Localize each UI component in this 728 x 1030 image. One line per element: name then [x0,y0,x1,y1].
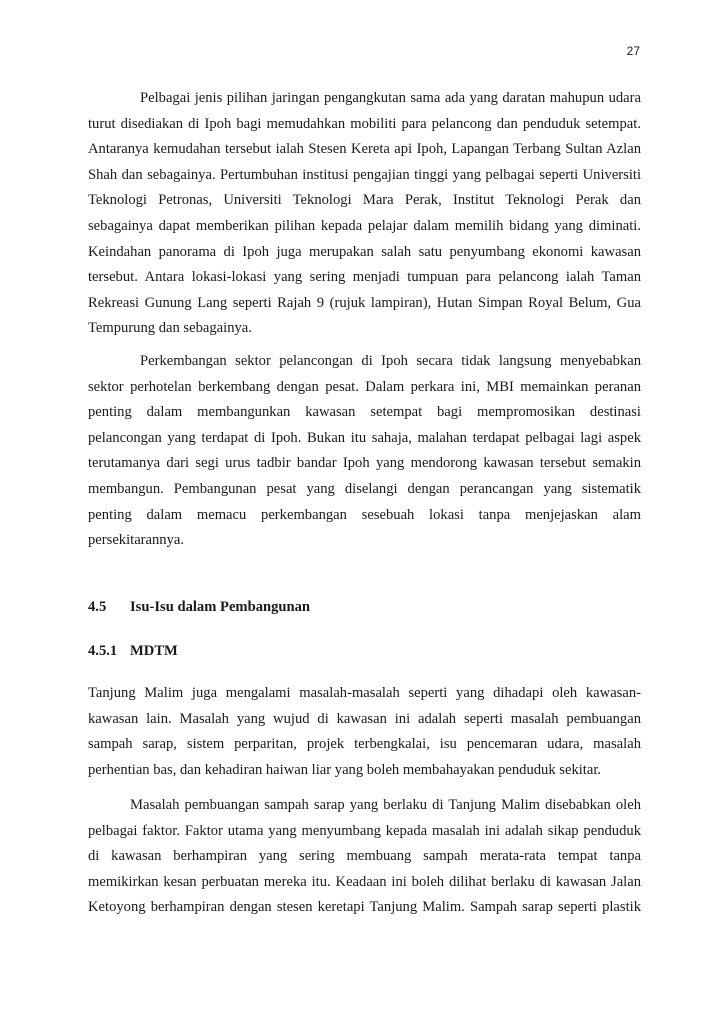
paragraph-line: membangun. Pembangunan pesat yang diselangi dengan perancangan yang sistematik [88,480,641,497]
section-title: Isu-Isu dalam Pembangunan [130,599,311,615]
paragraph-line: Teknologi Petronas, Universiti Teknologi Mara Perak, Institut Teknologi Perak dan [88,192,641,209]
paragraph-line: pelancongan yang terdapat di Ipoh. Bukan itu sahaja, malahan terdapat pelbagai lagi aspek [88,429,641,446]
paragraph-line: tersebut. Antara lokasi-lokasi yang sering menjadi tumpuan para pelancong ialah Taman [88,269,641,286]
paragraph-line: Rekreasi Gunung Lang seperti Rajah 9 (rujuk lampiran), Hutan Simpan Royal Belum, Gua [88,294,641,311]
paragraph-line: persekitarannya. [88,532,185,549]
section-number: 4.5 [88,599,107,615]
paragraph-1 [88,86,641,342]
paragraph-line: penting dalam memacu perkembangan sesebuah lokasi tanpa menjejaskan alam [88,506,641,523]
paragraph-line: Masalah pembuangan sampah sarap yang berlaku di Tanjung Malim disebabkan oleh [130,797,641,813]
subsection-heading [88,643,178,660]
page-number: 27 [626,44,640,58]
paragraph-line: Antaranya kemudahan tersebut ialah Stesen Kereta api Ipoh, Lapangan Terbang Sultan Azlan [88,141,641,158]
paragraph-line: memikirkan kesan perbuatan mereka itu. Keadaan ini boleh dilihat berlaku di kawasan Jalan [88,873,641,890]
paragraph-line: turut disediakan di Ipoh bagi memudahkan mobiliti para pelancong dan penduduk setempat. [88,115,641,132]
paragraph-line: Tempurung dan sebagainya. [88,320,252,337]
paragraph-line: di kawasan berhampiran yang sering membuang sampah merata-rata tempat tanpa [88,848,641,865]
paragraph-line: sampah sarap, sistem perparitan, projek terbengkalai, isu pencemaran udara, masalah [88,736,641,753]
subsection-number: 4.5.1 [88,643,118,659]
paragraph-2 [88,349,641,554]
paragraph-line: penting dalam membangunkan kawasan setempat bagi mempromosikan destinasi [88,404,641,421]
paragraph-line: Tanjung Malim juga mengalami masalah-masalah seperti yang dihadapi oleh kawasan- [88,685,641,701]
paragraph-line: Shah dan sebagainya. Pertumbuhan institusi pengajian tinggi yang pelbagai seperti Universiti [88,166,641,183]
paragraph-4 [88,793,641,921]
subsection-title: MDTM [130,643,178,659]
section-heading [88,599,310,616]
paragraph-line: terutamanya dari segi urus tadbir bandar Ipoh yang mendorong kawasan tersebut semakin [88,455,641,472]
paragraph-line: perhentian bas, dan kehadiran haiwan liar yang boleh membahayakan penduduk sekitar. [88,761,602,778]
paragraph-line: Pelbagai jenis pilihan jaringan pengangkutan sama ada yang daratan mahupun udara [140,90,641,106]
paragraph-line: Ketoyong berhampiran dengan stesen keretapi Tanjung Malim. Sampah sarap seperti plastik [88,899,641,916]
paragraph-line: Perkembangan sektor pelancongan di Ipoh secara tidak langsung menyebabkan [140,353,641,369]
paragraph-line: kawasan lain. Masalah yang wujud di kawasan ini adalah seperti masalah pembuangan [88,710,641,727]
paragraph-line: sektor perhotelan berkembang dengan pesat. Dalam perkara ini, MBI memainkan peranan [88,378,641,395]
paragraph-line: Keindahan panorama di Ipoh juga merupakan salah satu penyumbang ekonomi kawasan [88,243,641,260]
paragraph-3 [88,681,641,783]
paragraph-line: sebagainya dapat memberikan pilihan kepada pelajar dalam memilih bidang yang diminati. [88,217,641,234]
paragraph-line: pelbagai faktor. Faktor utama yang menyumbang kepada masalah ini adalah sikap penduduk [88,822,641,839]
